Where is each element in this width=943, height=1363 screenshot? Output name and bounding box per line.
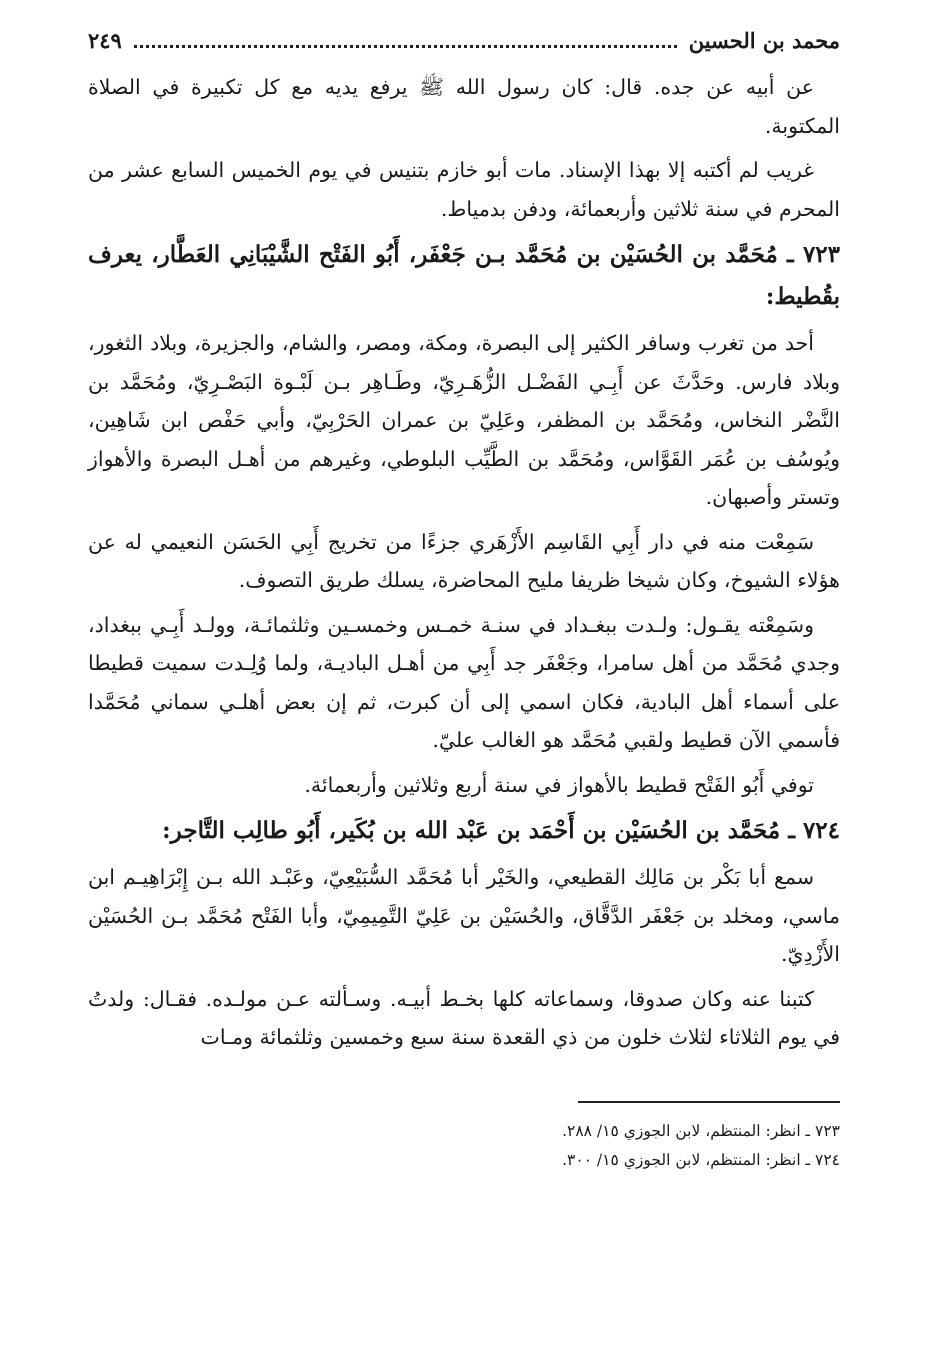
paragraph-7: سمع أبا بَكْر بن مَالِك القطيعي، والخَيْر أبا مُحَمَّد السُّبَيْعِيّ، وعَبْـد الله بـن إِبْرَاهِيـم ابن ماسي، ومخلد بن جَعْفَر الدَّقَّاق، والحُسَيْن بن عَلِيّ التَّمِيمِيّ، وأبا الفَتْح مُحَمَّد بـن الحُسَيْن الأَزْدِيّ. [88,865,840,966]
page-number: ٢٤٩ [88,28,122,53]
paragraph-4: سَمِعْت منه في دار أَبِي القَاسِم الأَزْهَري جزءًا من تخريج أَبِي الحَسَن النعيمي له عن هؤلاء الشيوخ، وكان شيخا ظريفا مليح المحاضرة، يسلك طريق التصوف. [88,529,840,592]
paragraph-8: كتبنا عنه وكان صدوقا، وسماعاته كلها بخـط أبيـه. وسـألته عـن مولـده. فقـال: ولدتُ في يوم الثلاثاء لثلاث خلون من ذي القعدة سنة سبع وخمسين وثلثمائة ومـات [88,986,840,1049]
footnote-723: ٧٢٣ ـ انظر: المنتظم، لابن الجوزي ١٥/ ٢٨٨. [562,1121,840,1140]
paragraph-2: غريب لم أكتبه إلا بهذا الإسناد. مات أبو خازم بتنيس في يوم الخميس السابع عشر من المحرم في سنة ثلاثين وأربعمائة، ودفن بدمياط. [88,158,840,221]
paragraph-1: عن أبيه عن جده. قال: كان رسول الله ﷺ يرفع يديه مع كل تكبيرة في الصلاة المكتوبة. [88,75,840,138]
running-header [88,28,840,68]
footnote-724: ٧٢٤ ـ انظر: المنتظم، لابن الجوزي ١٥/ ٣٠٠. [562,1150,840,1169]
entry-heading-723: ٧٢٣ ـ مُحَمَّد بن الحُسَيْن بن مُحَمَّد بـن جَعْفَر، أَبُو الفَتْح الشَّيْبَانِي العَطَّار، يعرف بقُطيط: [88,241,840,310]
footnote-separator [578,1101,840,1103]
paragraph-6: توفي أَبُو الفَتْح قطيط بالأهواز في سنة أربع وثلاثين وأربعمائة. [304,772,814,797]
header-dotted-leader [134,45,677,48]
document-page [88,28,840,1348]
entry-heading-724: ٧٢٤ ـ مُحَمَّد بن الحُسَيْن بن أَحْمَد بن عَبْد الله بن بُكَير، أَبُو طالِب التَّاجر: [162,817,840,844]
running-title: محمد بن الحسين [688,28,840,53]
paragraph-5: وسَمِعْته يقـول: ولـدت ببغـداد في سنـة خمـس وخمسـين وثلثمائـة، وولـد أَبِـي ببغداد، وجدي مُحَمَّد من أهل سامرا، وجَعْفَر جد أَبِي من أهـل الباديـة، ولما وُلِـدت سميت قطيطا على أسماء أهل البادية، فكان اسمي إلى أن كبرت، ثم إن بعض أهلـي سماني مُحَمَّدا فأسمي الآن قطيط ولقبي مُحَمَّد هو الغالب عليّ. [88,612,840,752]
paragraph-3: أحد من تغرب وسافر الكثير إلى البصرة، ومكة، ومصر، والشام، والجزيرة، وبلاد الثغور، وبلاد فارس. وحَدَّثَ عن أَبِـي الفَضْـل الزُّهَـرِيّ، وطَـاهِر بـن لَبْـوة البَصْـرِيّ، ومُحَمَّد بن النَّضْر النخاس، ومُحَمَّد بن المظفر، وعَلِيّ بن عمران الحَرْبِيّ، وأبي حَفْص ابن شَاهِين، ويُوسُف بن عُمَر القَوَّاس، ومُحَمَّد بن الطَّيِّب البلوطي، وغيرهم من أهـل البصرة والأهواز وتستر وأصبهان. [88,331,840,509]
